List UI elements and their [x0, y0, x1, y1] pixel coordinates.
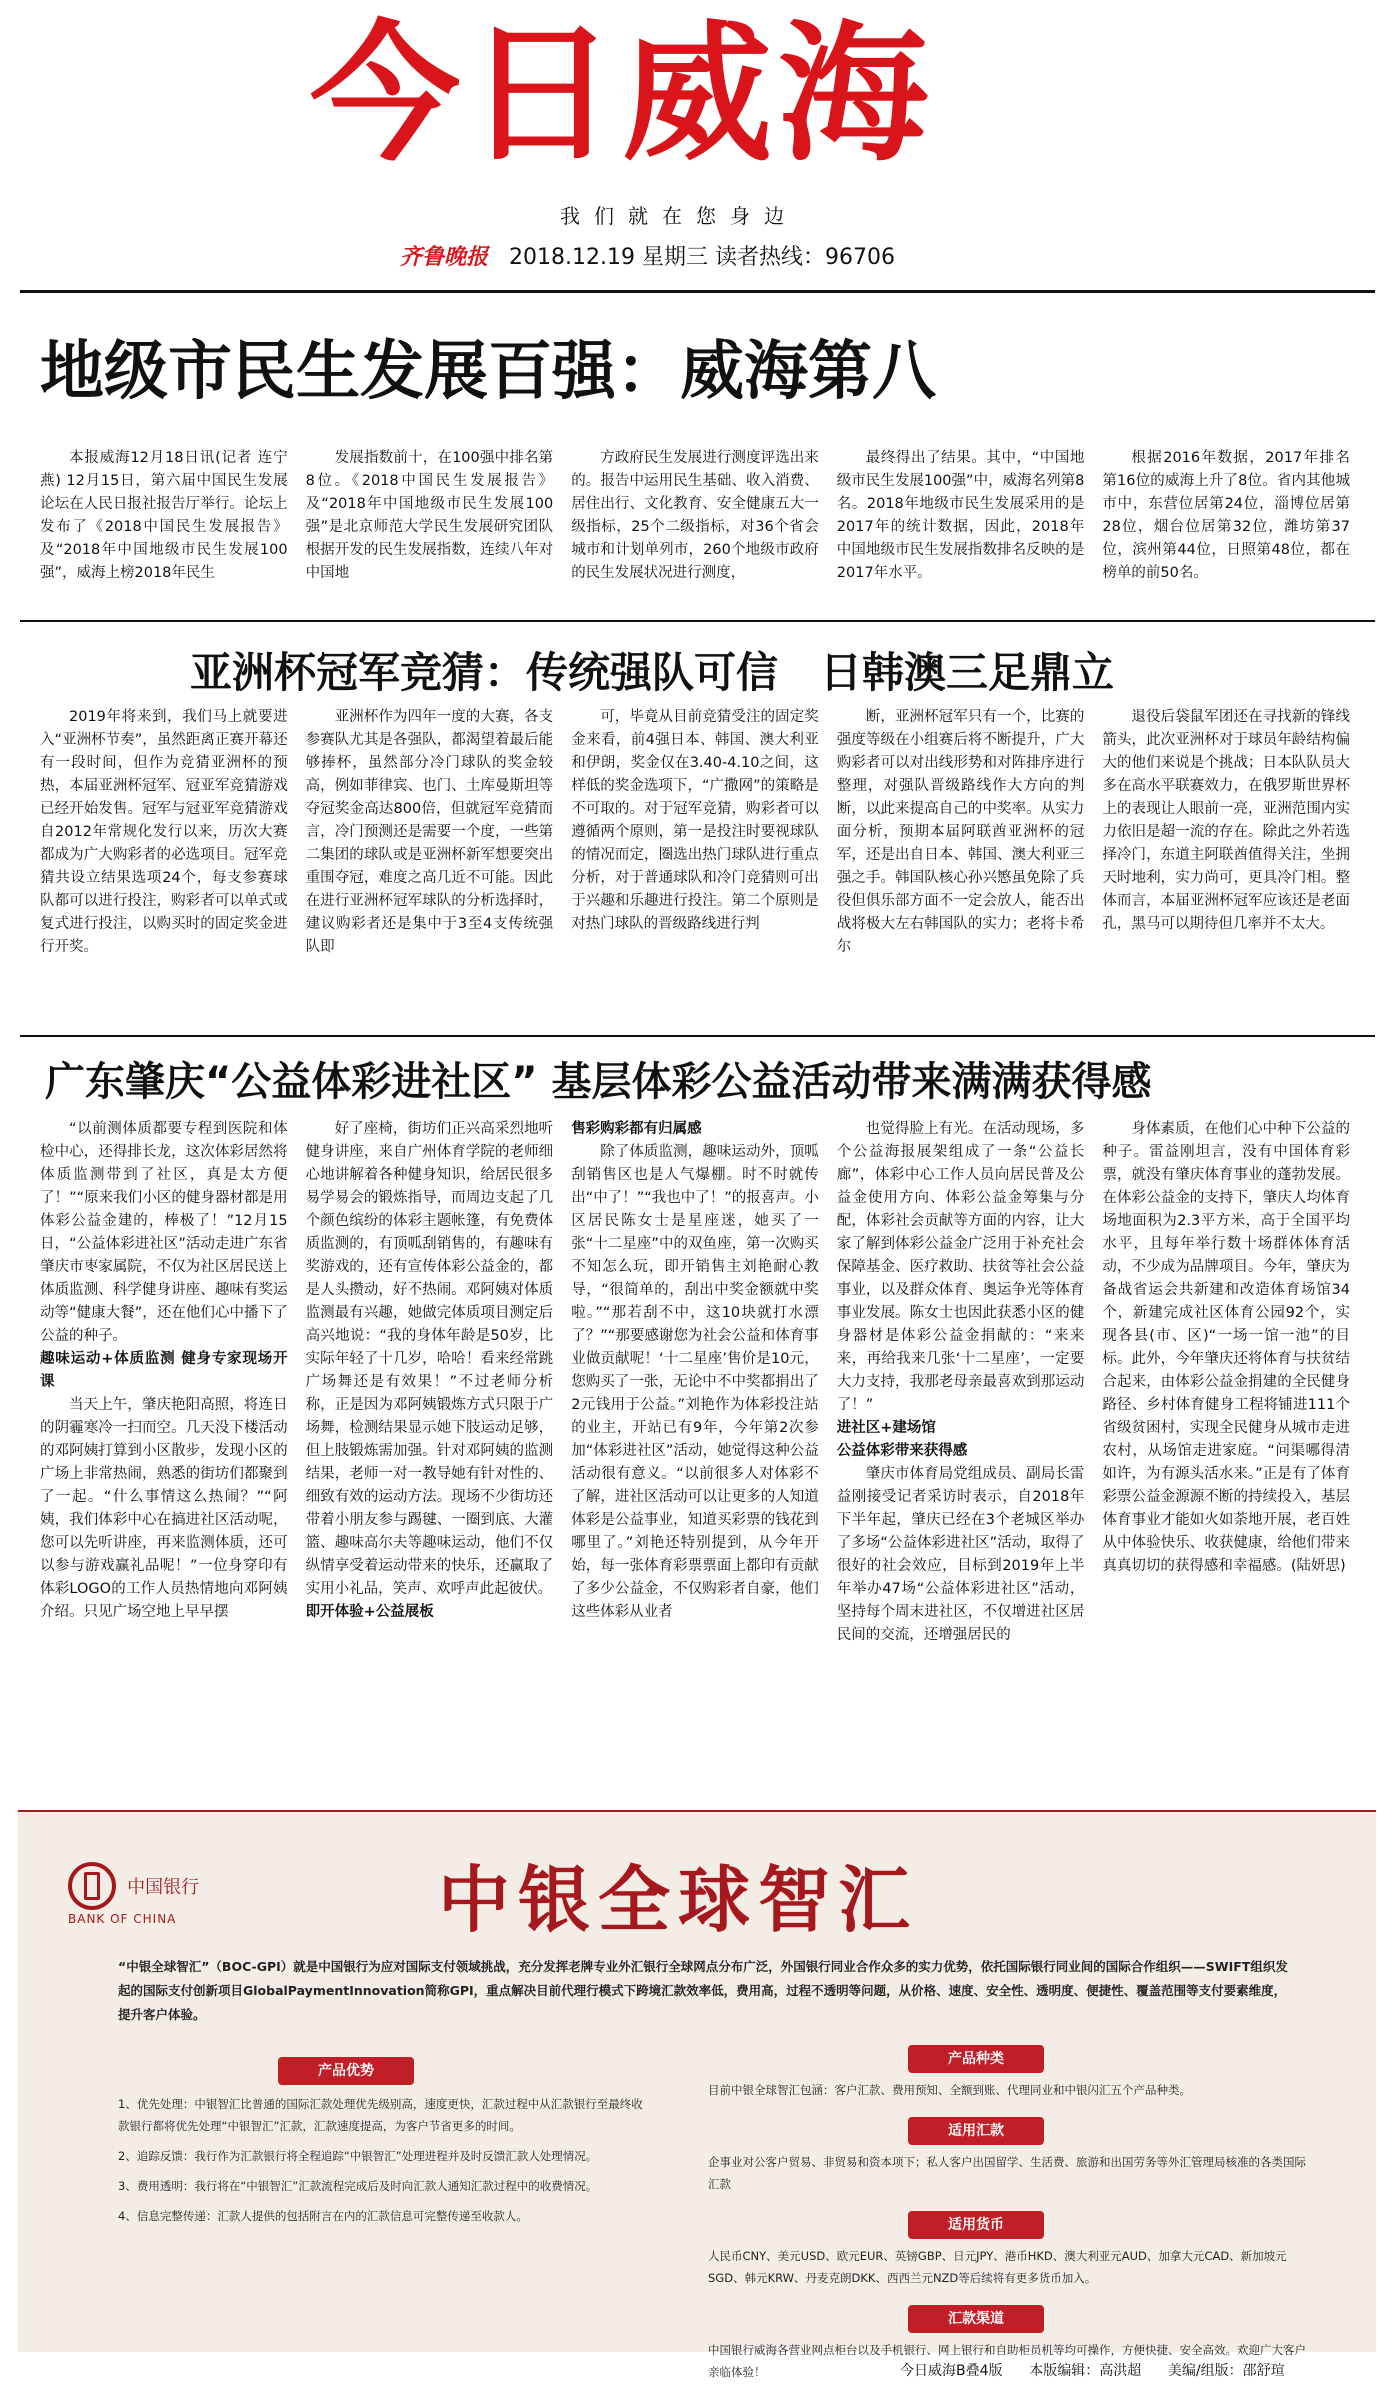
ad-title: 中银全球智汇: [438, 1857, 919, 1942]
product-currencies: 人民币CNY、美元USD、欧元EUR、英镑GBP、日元JPY、港币HKD、澳大利亚元AUD、加拿大元CAD、新加坡元SGD、韩元KRW、丹麦克朗DKK、西西兰元NZD等后续将有更多货币加入。: [708, 2249, 1287, 2285]
divider: [20, 1035, 1375, 1037]
article1-headline: 地级市民生发展百强：威海第八: [40, 335, 936, 409]
bank-logo: [68, 1862, 248, 1926]
section-label: 产品优势: [278, 2057, 414, 2085]
section-label: 适用汇款: [908, 2117, 1044, 2145]
parent-paper-logo: 齐鲁晚报: [400, 244, 489, 270]
article3-column: 也觉得脸上有光。在活动现场，多个公益海报展架组成了一条“公益长廊”，体彩中心工作人员向居民普及公益金使用方向、体彩公益金筹集与分配，体彩社会贡献等方面的内容，让大家了解到体彩公益金广泛用于补充社会保障基金、医疗救助、扶贫等社会公益事业，以及群众体育、奥运争光等体育事业发展。陈女士也因此获悉小区的健身器材是体彩公益金捐献的：“来来来，再给我来几张‘十二星座’，一定要大力支持，我那老母亲最喜欢到那运动了！” 进社区+建场馆 公益体彩带来获得感 肇庆市体育局党组成员、副局长雷益刚接受记者采访时表示，自2018年下半年起，肇庆已经在3个老城区举办了多场“公益体彩进社区”活动，取得了很好的社会效应，目标到2019年上半年举办47场“公益体彩进社区”活动，坚持每个周末进社区，不仅增进社区居民间的交流，还增强居民的: [836, 1121, 1085, 1643]
section-label: 汇款渠道: [908, 2305, 1044, 2333]
article2-column: 断，亚洲杯冠军只有一个，比赛的强度等级在小组赛后将不断提升，广大购彩者可以对出线形势和对阵排序进行整理，对强队晋级路线作大方向的判断，以此来提高自己的中奖率。从实力面分析，预期本届阿联酋亚洲杯的冠军，还是出自日本、韩国、澳大利亚三强之手。韩国队核心孙兴慜虽免除了兵役但俱乐部方面不一定会放人，能否出战将极大左右韩国队的实力；老将卡希尔: [836, 709, 1085, 955]
article3-column: 好了座椅，街坊们正兴高采烈地听健身讲座，来自广州体育学院的老师细心地讲解着各种健身知识，给居民很多易学易会的锻炼指导，而周边支起了几个颜色缤纷的体彩主题帐篷，有免费体质监测的，有顶呱刮销售的，有趣味有奖游戏的，还有宣传体彩公益金的，都是人头攒动，好不热闹。邓阿姨对体质监测最有兴趣，她做完体质项目测定后高兴地说：“我的身体年龄是50岁，比实际年轻了十几岁，哈哈！看来经常跳广场舞还是有效果！”不过老师分析称，正是因为邓阿姨锻炼方式只限于广场舞，检测结果显示她下肢运动足够，但上肢锻炼需加强。针对邓阿姨的监测结果，老师一对一教导她有针对性的、细致有效的运动方法。现场不少街坊还带着小朋友参与踢毽、一圈到底、大灌篮、趣味高尔夫等趣味运动，他们不仅纵情享受着运动带来的快乐，还赢取了实用小礼品，笑声、欢呼声此起彼伏。 即开体验+公益展板: [306, 1118, 554, 1798]
bank-name: 中国银行: [127, 1877, 200, 1898]
article3-body: [40, 1118, 1350, 1798]
subheading: 即开体验+公益展板: [305, 1604, 434, 1620]
advantage-item: 4、信息完整传递：汇款人提供的包括附言在内的汇款信息可完整传递至收款人。: [118, 2209, 528, 2223]
article1-column: 发展指数前十，在100强中排名第8位。《2018中国民生发展报告》及“2018年中国地级市民生发展100强”是北京师范大学民生发展研究团队根据开发的民生发展指数，连续八年对中国地: [305, 450, 554, 581]
advantages-section: [118, 2057, 648, 2235]
subheading: 趣味运动+体质监测 健身专家现场开课: [40, 1351, 288, 1390]
article2-column: 2019年将来到，我们马上就要进入“亚洲杯节奏”，虽然距离正赛开幕还有一段时间，但作为竞猜亚洲杯的预热，本届亚洲杯冠军、冠亚军竞猜游戏已经开始发售。冠军与冠亚军竞猜游戏自2012年常规化发行以来，历次大赛都成为广大购彩者的必选项目。冠军竞猜共设立结果选项24个，每支参赛球队都可以进行投注，购彩者可以单式或复式进行投注，以购买时的固定奖金进行开奖。: [40, 709, 288, 955]
article1-column: 方政府民生发展进行测度评选出来的。报告中运用民生基础、收入消费、居住出行、文化教育、安全健康五大一级指标，25个二级指标，对36个省会城市和计划单列市，260个地级市政府的民生发展状况进行测度，: [571, 450, 819, 581]
article3-column: 售彩购彩都有归属感 除了体质监测，趣味运动外，顶呱刮销售区也是人气爆棚。时不时就传出“中了！”“我也中了！”的报喜声。小区居民陈女士是星座迷，她买了一张“十二星座”中的双鱼座，第一次购买不知怎么玩，即开销售主刘艳耐心教导，“很简单的，刮出中奖金额就中奖啦。”“那若刮不中，这10块就打水漂了？”“那要感谢您为社会公益和体育事业做贡献呢！‘十二星座’售价是10元，您购买了一张，无论中不中奖都捐出了2元钱用于公益。”刘艳作为体彩投注站的业主，开站已有9年，今年第2次参加“体彩进社区”活动，她觉得这种公益活动很有意义。“以前很多人对体彩不了解，进社区活动可以让更多的人知道体彩是公益事业，知道买彩票的钱花到哪里了。”刘艳还特别提到，从今年开始，每一张体育彩票票面上都印有贡献了多少公益金，不仅购彩者自豪，他们这些体彩从业者: [571, 1118, 819, 1798]
product-types: 目前中银全球智汇包涵：客户汇款、费用预知、全额到账、代理同业和中银闪汇五个产品种类。: [708, 2083, 1191, 2097]
divider: [20, 620, 1375, 622]
design-credit: 美编/组版：邵舒瑄: [1167, 2363, 1285, 2379]
advantage-item: 1、优先处理：中银智汇比普通的国际汇款处理优先级别高，速度更快，汇款过程中从汇款银行至最终收款银行都将优先处理“中银智汇”汇款，汇款速度提高，为客户节省更多的时间。: [118, 2097, 643, 2133]
bank-of-china-icon: [68, 1862, 116, 1910]
page-number: 今日威海B叠4版: [900, 2363, 1003, 2379]
article1-column: 根据2016年数据，2017年排名第16位的威海上升了8位。省内其他城市中，东营位居第24位，淄博位居第28位，烟台位居第32位，潍坊第37位，滨州第44位，日照第48位，都在榜单的前50名。: [1102, 450, 1350, 581]
advantage-item: 3、费用透明：我行将在“中银智汇”汇款流程完成后及时向汇款人通知汇款过程中的收费情况。: [118, 2179, 598, 2193]
section-label: 适用货币: [908, 2211, 1044, 2239]
dateline: 2018.12.19 星期三 读者热线：96706: [509, 245, 895, 270]
subheading: 进社区+建场馆: [836, 1420, 936, 1436]
bank-name-en: BANK OF CHINA: [68, 1912, 177, 1926]
article2-column: 可，毕竟从目前竞猜受注的固定奖金来看，前4强日本、韩国、澳大利亚和伊朗，奖金仅在3.40-4.10之间，这样低的奖金选项下，“广撒网”的策略是不可取的。对于冠军竞猜，购彩者可以遵循两个原则，第一是投注时要视球队的情况而定，圈选出热门球队进行重点分析，对于普通球队和冷门竞猜则可出于兴趣和乐趣进行投注。第二个原则是对热门球队的晋级路线进行判: [571, 709, 819, 932]
masthead: [0, 0, 1395, 300]
article2-column: 亚洲杯作为四年一度的大赛，各支参赛队尤其是各强队，都渴望着最后能够捧杯，虽然部分冷门球队的奖金较高，例如菲律宾、也门、土库曼斯坦等夺冠奖金高达800倍，但就冠军竞猜而言，冷门预测还是需要一个度，一些第二集团的球队或是亚洲杯新军想要突出重围夺冠，难度之高几近不可能。因此在进行亚洲杯冠军球队的分析选择时，建议购彩者还是集中于3至4支传统强队即: [305, 709, 554, 955]
newspaper-title: 今日威海: [310, 8, 935, 182]
article3-headline: 广东肇庆“公益体彩进社区” 基层体彩公益活动带来满满获得感: [45, 1059, 1152, 1105]
product-channels: 中国银行威海各营业网点柜台以及手机银行、网上银行和自助柜员机等均可操作，方便快捷、安全高效。欢迎广大客户亲临体验！: [708, 2343, 1306, 2379]
editor-credit: 本版编辑：高洪超: [1029, 2363, 1142, 2379]
article2-headline: 亚洲杯冠军竞猜：传统强队可信 日韩澳三足鼎立: [190, 648, 1115, 697]
divider: [20, 290, 1375, 293]
ad-intro: “中银全球智汇”（BOC-GPI）就是中国银行为应对国际支付领域挑战，充分发挥老牌专业外汇银行全球网点分布广泛，外国银行同业合作众多的实力优势，依托国际银行同业间的国际合作组织——SWIFT组织发起的国际支付创新项目GlobalPaymentInnovation简称GPI，重点解决目前代理行模式下跨境汇款效率低，费用高，过程不透明等问题，从价格、速度、安全性、透明度、便捷性、覆盖范围等支付要素维度，提升客户体验。: [118, 1959, 1288, 2022]
article3-column: 身体素质，在他们心中种下公益的种子。雷益刚坦言，没有中国体育彩票，就没有肇庆体育事业的蓬勃发展。在体彩公益金的支持下，肇庆人均体育场地面积为2.3平方米，高于全国平均水平，且每年举行数十场群体体育活动，不少成为品牌项目。今年，肇庆为备战省运会共新建和改造体育场馆34个，新建完成社区体育公园92个，实现各县(市、区)“一场一馆一池”的目标。此外，今年肇庆还将体育与扶贫结合起来，由体彩公益金捐建的全民健身路径、乡村体育健身工程将铺进111个省级贫困村，实现全民健身从城市走进农村，从场馆走进家庭。“问渠哪得清如许，为有源头活水来。”正是有了体育彩票公益金源源不断的持续投入，基层体育事业才能如火如荼地开展，老百姓从中体验快乐、收获健康，给他们带来真真切切的获得感和幸福感。(陆妍思): [1102, 1121, 1350, 1574]
subheading: 售彩购彩都有归属感: [571, 1121, 702, 1137]
article3-column: “以前测体质都要专程到医院和体检中心，还得排长龙，这次体彩居然将体质监测带到了社区，真是太方便了！”“原来我们小区的健身器材都是用体彩公益金建的，棒极了！”12月15日，“公益体彩进社区”活动走进广东省肇庆市枣家属院，不仅为社区居民送上体质监测、科学健身讲座、趣味有奖运动等“健康大餐”，还在他们心中播下了公益的种子。 趣味运动+体质监测 健身专家现场开课 当天上午，肇庆艳阳高照，将连日的阴霾寒冷一扫而空。几天没下楼活动的邓阿姨打算到小区散步，发现小区的广场上非常热闹，熟悉的街坊们都聚到了一起。“什么事情这么热闹？”“阿姨，我们体彩中心在搞进社区活动呢，您可以先听讲座，再来监测体质，还可以参与游戏赢礼品呢！”一位身穿印有体彩LOGO的工作人员热情地向邓阿姨介绍。只见广场空地上早早摆: [40, 1121, 288, 1620]
page-footer: [900, 2360, 1285, 2380]
article1-column: 本报威海12月18日讯(记者 连宁燕) 12月15日，第六届中国民生发展论坛在人民日报社报告厅举行。论坛上发布了《2018中国民生发展报告》及“2018年中国地级市民生发展100强”，威海上榜2018年民生: [40, 450, 288, 581]
product-info-section: [708, 2037, 1308, 2391]
article2-column: 退役后袋鼠军团还在寻找新的锋线箭头，此次亚洲杯对于球员年龄结构偏大的他们来说是个挑战；日本队队员大多在高水平联赛效力，在俄罗斯世界杯上的表现让人眼前一亮，亚洲范围内实力依旧是超一流的存在。除此之外若选择冷门，东道主阿联酋值得关注，坐拥天时地利，实力尚可，更具冷门相。整体而言，本届亚洲杯冠军应该还是老面孔，黑马可以期待但几率并不太大。: [1102, 709, 1350, 932]
dateline-bar: [400, 240, 895, 271]
advantage-item: 2、追踪反馈：我行作为汇款银行将全程追踪“中银智汇”处理进程并及时反馈汇款人处理情况。: [118, 2149, 598, 2163]
article1-body: [40, 447, 1350, 607]
section-label: 产品种类: [908, 2045, 1044, 2073]
article1-column: 最终得出了结果。其中，“中国地级市民生发展100强”中，威海名列第8名。2018年地级市民生发展采用的是2017年的统计数据，因此，2018年中国地级市民生发展指数排名反映的是2017年水平。: [836, 450, 1085, 581]
article2-body: [40, 706, 1350, 1026]
subheading: 公益体彩带来获得感: [836, 1443, 968, 1459]
slogan: 我们就在您身边: [560, 204, 798, 228]
product-scope: 企事业对公客户贸易、非贸易和资本项下；私人客户出国留学、生活费、旅游和出国劳务等外汇管理局核准的各类国际汇款: [708, 2155, 1306, 2191]
